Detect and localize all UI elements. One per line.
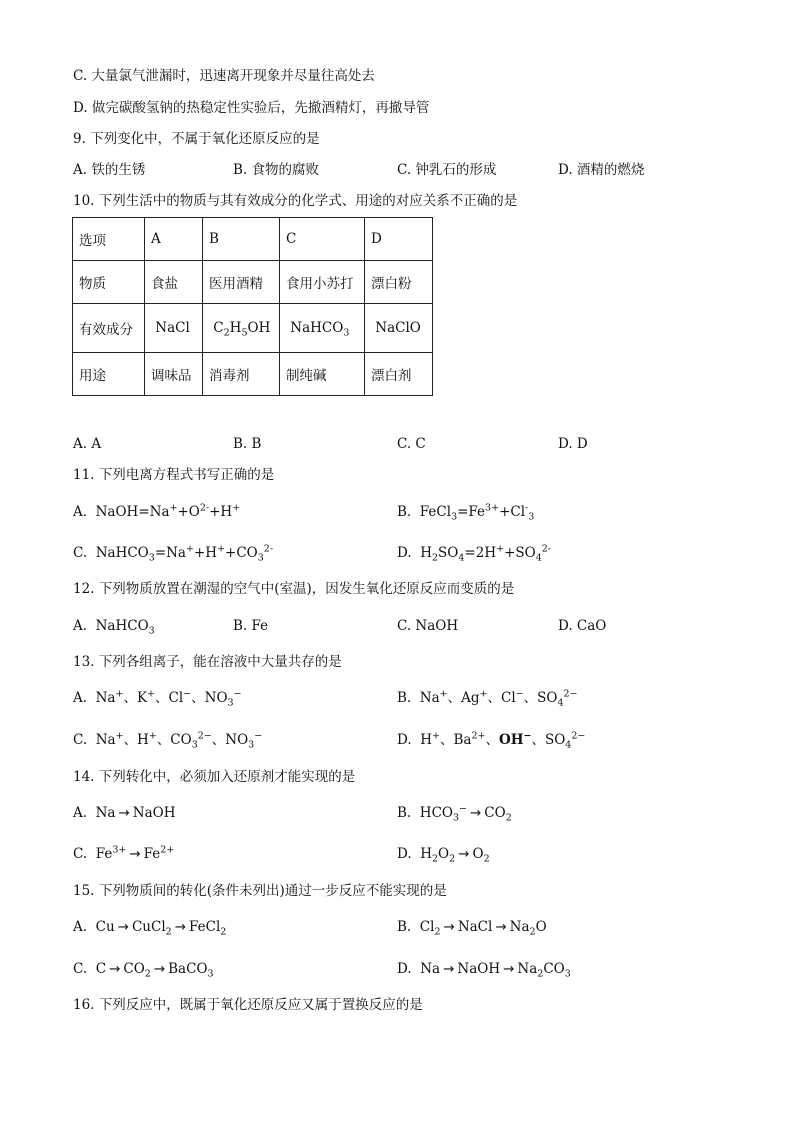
q15-option-a: A. Cu → CuCl$_2$ → FeCl$_2$ xyxy=(73,919,227,938)
q13-option-b: B. Na+、Ag+、Cl−、$SO_4^{2-}$ xyxy=(397,688,578,709)
table-cell: 选项 xyxy=(73,218,145,261)
table-cell: C xyxy=(280,218,365,261)
table-cell: D xyxy=(365,218,433,261)
table-cell: A xyxy=(145,218,203,261)
table-row xyxy=(73,218,433,261)
arrow-icon: → xyxy=(495,919,507,935)
arrow-icon: → xyxy=(503,961,515,977)
table-cell: 食用小苏打 xyxy=(280,261,365,304)
q15-option-b: B. $Cl_2$ → NaCl → $Na_2O$ xyxy=(397,919,547,938)
table-cell: B xyxy=(203,218,280,261)
q12-option-d: D. CaO xyxy=(558,618,607,634)
q11-option-b: B. $FeCl_3=Fe^{3+}+Cl^-_3$ xyxy=(397,502,535,523)
q13-stem: 13. 下列各组离子，能在溶液中大量共存的是 xyxy=(73,654,342,670)
q10-stem: 10. 下列生活中的物质与其有效成分的化学式、用途的对应关系不正确的是 xyxy=(73,193,518,209)
table-cell-formula: $C_2H_5OH$ xyxy=(203,304,280,353)
q8-option-c: C. 大量氯气泄漏时，迅速离开现象并尽量往高处去 xyxy=(73,68,375,84)
q13-option-a: A. Na+、K+、Cl−、$NO_3^-$ xyxy=(73,688,242,709)
q11-stem: 11. 下列电离方程式书写正确的是 xyxy=(73,467,275,483)
table-cell-formula: NaHCO$_3$ xyxy=(280,304,365,353)
q10-option-d: D. D xyxy=(558,436,588,452)
table-row xyxy=(73,353,433,396)
q15-option-d: D. Na → NaOH → $Na_2CO_3$ xyxy=(397,961,571,980)
table-cell: 漂白剂 xyxy=(365,353,433,396)
arrow-icon: → xyxy=(174,919,186,935)
table-cell: 用途 xyxy=(73,353,145,396)
table-cell: 制纯碱 xyxy=(280,353,365,396)
q13-option-c: C. Na+、H+、$CO_3^{2-}$、$NO_3^-$ xyxy=(73,730,263,751)
arrow-icon: → xyxy=(117,919,129,935)
q10-option-c: C. C xyxy=(397,436,426,452)
table-cell: 消毒剂 xyxy=(203,353,280,396)
q10-table xyxy=(72,217,433,396)
q8-option-d: D. 做完碳酸氢钠的热稳定性实验后，先撤酒精灯，再撤导管 xyxy=(73,100,430,116)
table-cell: 医用酒精 xyxy=(203,261,280,304)
q9-option-d: D. 酒精的燃烧 xyxy=(558,162,645,178)
q13-option-d: D. H+、$Ba^{2+}$、OH−、$SO_4^{2-}$ xyxy=(397,730,586,751)
arrow-icon: → xyxy=(458,846,470,862)
q15-stem: 15. 下列物质间的转化(条件未列出)通过一步反应不能实现的是 xyxy=(73,883,447,899)
q11-option-d: D. $H_2SO_4=2H^++SO_4^{2-}$ xyxy=(397,543,552,564)
q14-option-c: C. $Fe^{3+} \to Fe^{2+}$ xyxy=(73,844,175,862)
q15-option-c: C. $C \to CO_2$ → BaCO$_3$ xyxy=(73,961,214,980)
table-row xyxy=(73,261,433,304)
q12-option-b: B. Fe xyxy=(233,618,269,634)
q10-option-b: B. B xyxy=(233,436,262,452)
q10-option-a: A. A xyxy=(73,436,102,452)
q9-option-b: B. 食物的腐败 xyxy=(233,162,320,178)
table-cell: 有效成分 xyxy=(73,304,145,353)
table-cell: 食盐 xyxy=(145,261,203,304)
q14-option-b: B. $HCO_3^- \to CO_2$ xyxy=(397,803,512,824)
q12-option-c: C. NaOH xyxy=(397,618,459,634)
table-cell: 物质 xyxy=(73,261,145,304)
table-cell: 漂白粉 xyxy=(365,261,433,304)
arrow-icon: → xyxy=(109,961,121,977)
table-cell: 调味品 xyxy=(145,353,203,396)
q9-stem: 9. 下列变化中，不属于氧化还原反应的是 xyxy=(73,131,320,147)
q14-option-d: D. $H_2O_2 \to O_2$ xyxy=(397,846,490,865)
table-row xyxy=(73,304,433,353)
table-cell-formula: NaCl xyxy=(145,304,203,353)
arrow-icon: → xyxy=(443,919,455,935)
q14-option-a: A. Na → NaOH xyxy=(73,805,176,821)
arrow-icon: → xyxy=(129,846,141,862)
q9-option-c: C. 钟乳石的形成 xyxy=(397,162,497,178)
q14-stem: 14. 下列转化中，必须加入还原剂才能实现的是 xyxy=(73,769,356,785)
table-cell-formula: NaClO xyxy=(365,304,433,353)
q16-stem: 16. 下列反应中，既属于氧化还原反应又属于置换反应的是 xyxy=(73,997,423,1013)
q11-option-a: A. $NaOH=Na^++O^{2-}+H^+$ xyxy=(73,502,241,520)
arrow-icon: → xyxy=(469,805,482,821)
arrow-icon: → xyxy=(118,805,130,821)
arrow-icon: → xyxy=(443,961,455,977)
arrow-icon: → xyxy=(153,961,166,977)
q12-option-a: A. NaHCO$_3$ xyxy=(73,618,155,637)
q9-option-a: A. 铁的生锈 xyxy=(73,162,146,178)
q12-stem: 12. 下列物质放置在潮湿的空气中(室温)，因发生氧化还原反应而变质的是 xyxy=(73,581,515,597)
q11-option-c: C. $NaHCO_3=Na^++H^++CO_3^{2-}$ xyxy=(73,543,274,564)
